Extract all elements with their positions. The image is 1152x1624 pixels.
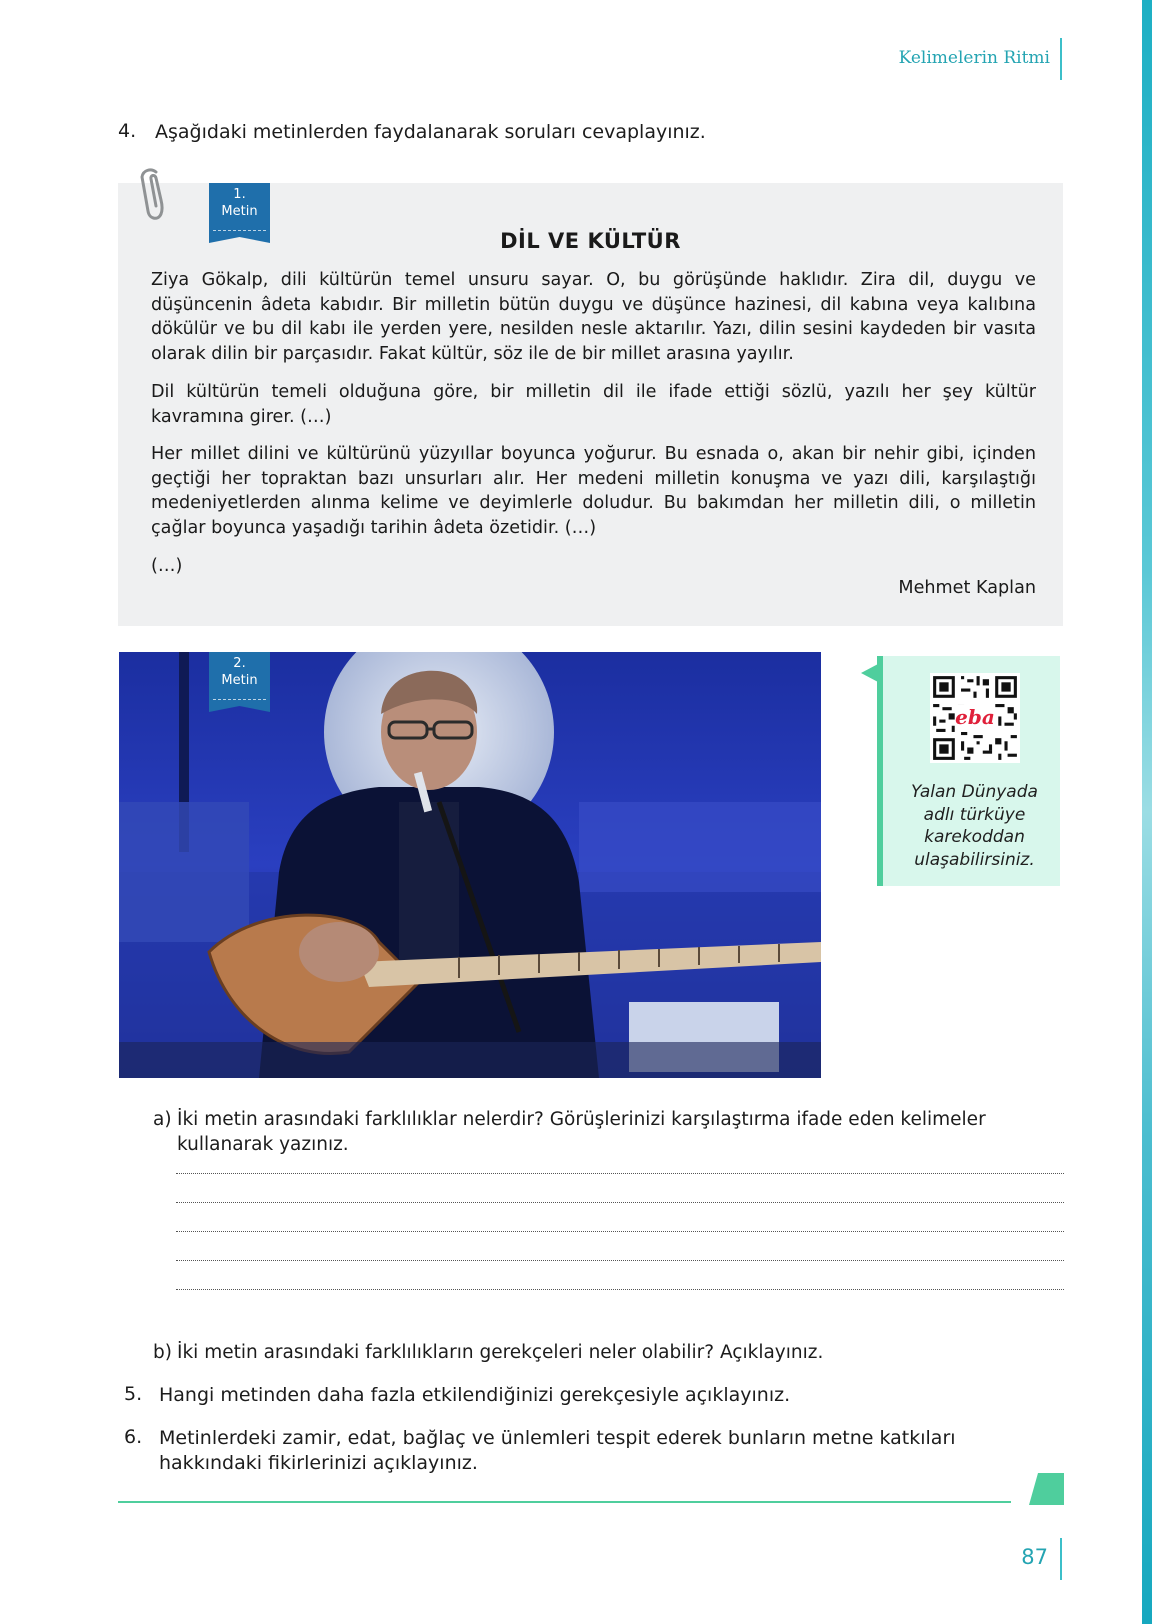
qr-code[interactable] — [930, 673, 1020, 763]
page-number-rule — [1060, 1538, 1062, 1580]
paperclip-icon — [134, 166, 174, 226]
sub-question-a-label: a) — [153, 1109, 172, 1130]
qr-note: Yalan Dünyada adlı türküye karekoddan ulaşabilirsiniz. — [911, 782, 1038, 870]
answer-line[interactable] — [176, 1231, 1064, 1232]
text-1-paragraph-1: Ziya Gökalp, dili kültürün temel unsuru sayar. O, bu görüşünde haklıdır. Zira dil, duygu ve düşüncenin âdeta kabıdır. Bir milletin bütün duygu ve düşünce hazinesi, dil kabına veya kalıbına dökülür ve bu dil kabı ile yerden yere, nesilden nesle aktarılır. Yazı, dilin sesini kaydeden bir vasıta olarak dilin bir parçasıdır. Fakat kültür, söz ile de bir millet arasına yayılır. — [151, 270, 1036, 364]
chapter-header: Kelimelerin Ritmi — [898, 48, 1050, 68]
text-2-badge — [209, 652, 270, 705]
page-edge-bar — [1142, 0, 1152, 1624]
bottom-rule — [118, 1501, 1011, 1503]
question-6-number: 6. — [124, 1426, 143, 1448]
text-1-badge-label: Metin — [221, 204, 258, 219]
concert-photo-illustration — [119, 652, 821, 1078]
text-1-author: Mehmet Kaplan — [898, 578, 1036, 598]
ribbon-notch — [209, 704, 270, 712]
sub-question-a-text: İki metin arasındaki farklılıklar nelerdir? Görüşlerinizi karşılaştırma ifade eden kelimeler kullanarak yazınız. — [177, 1109, 986, 1155]
qr-card — [877, 656, 1060, 886]
text-1-paragraph-3: Her millet dilini ve kültürünü yüzyıllar boyunca yoğurur. Bu esnada o, akan bir nehir gibi, içinden geçtiği her topraktan bazı unsurları alır. Her medeni milletin konuşma ve yazı dili, karşılaştığı medeniyetlerden alınma kelime ve deyimlerle doludur. Bu bakımdan her milletin dili, o milletin çağlar boyunca yaşadığı tarihin âdeta özetidir. (…) — [151, 444, 1036, 538]
question-4-text: Aşağıdaki metinlerden faydalanarak soruları cevaplayınız. — [155, 121, 706, 143]
text-2-badge-label: Metin — [221, 673, 258, 688]
answer-line[interactable] — [176, 1173, 1064, 1174]
question-4-number: 4. — [118, 120, 137, 142]
bottom-tab-marker — [1029, 1473, 1064, 1505]
text-2-photo — [119, 652, 821, 1078]
qr-card-pointer — [861, 664, 878, 682]
question-5-text: Hangi metinden daha fazla etkilendiğinizi gerekçesiyle açıklayınız. — [159, 1384, 791, 1406]
header-rule — [1060, 38, 1062, 80]
eba-logo: eba — [955, 705, 995, 729]
text-1-title: DİL VE KÜLTÜR — [500, 229, 681, 253]
answer-line[interactable] — [176, 1202, 1064, 1203]
question-6-text: Metinlerdeki zamir, edat, bağlaç ve ünlemleri tespit ederek bunların metne katkıları hakkındaki fikirlerinizi açıklayınız. — [159, 1427, 956, 1474]
text-2-badge-number: 2. — [233, 656, 246, 671]
text-1-paragraph-2: Dil kültürün temeli olduğuna göre, bir milletin dil ile ifade ettiği sözlü, yazılı her şey kültür kavramına girer. (…) — [151, 382, 1036, 427]
answer-line[interactable] — [176, 1289, 1064, 1290]
text-1-ellipsis: (…) — [151, 556, 183, 576]
sub-question-b-label: b) — [153, 1342, 172, 1363]
answer-line[interactable] — [176, 1260, 1064, 1261]
question-5-number: 5. — [124, 1383, 143, 1405]
text-1-badge-number: 1. — [233, 187, 246, 202]
page-number: 87 — [1021, 1545, 1048, 1569]
sub-question-b-text: İki metin arasındaki farklılıkların gerekçeleri neler olabilir? Açıklayınız. — [177, 1342, 824, 1363]
